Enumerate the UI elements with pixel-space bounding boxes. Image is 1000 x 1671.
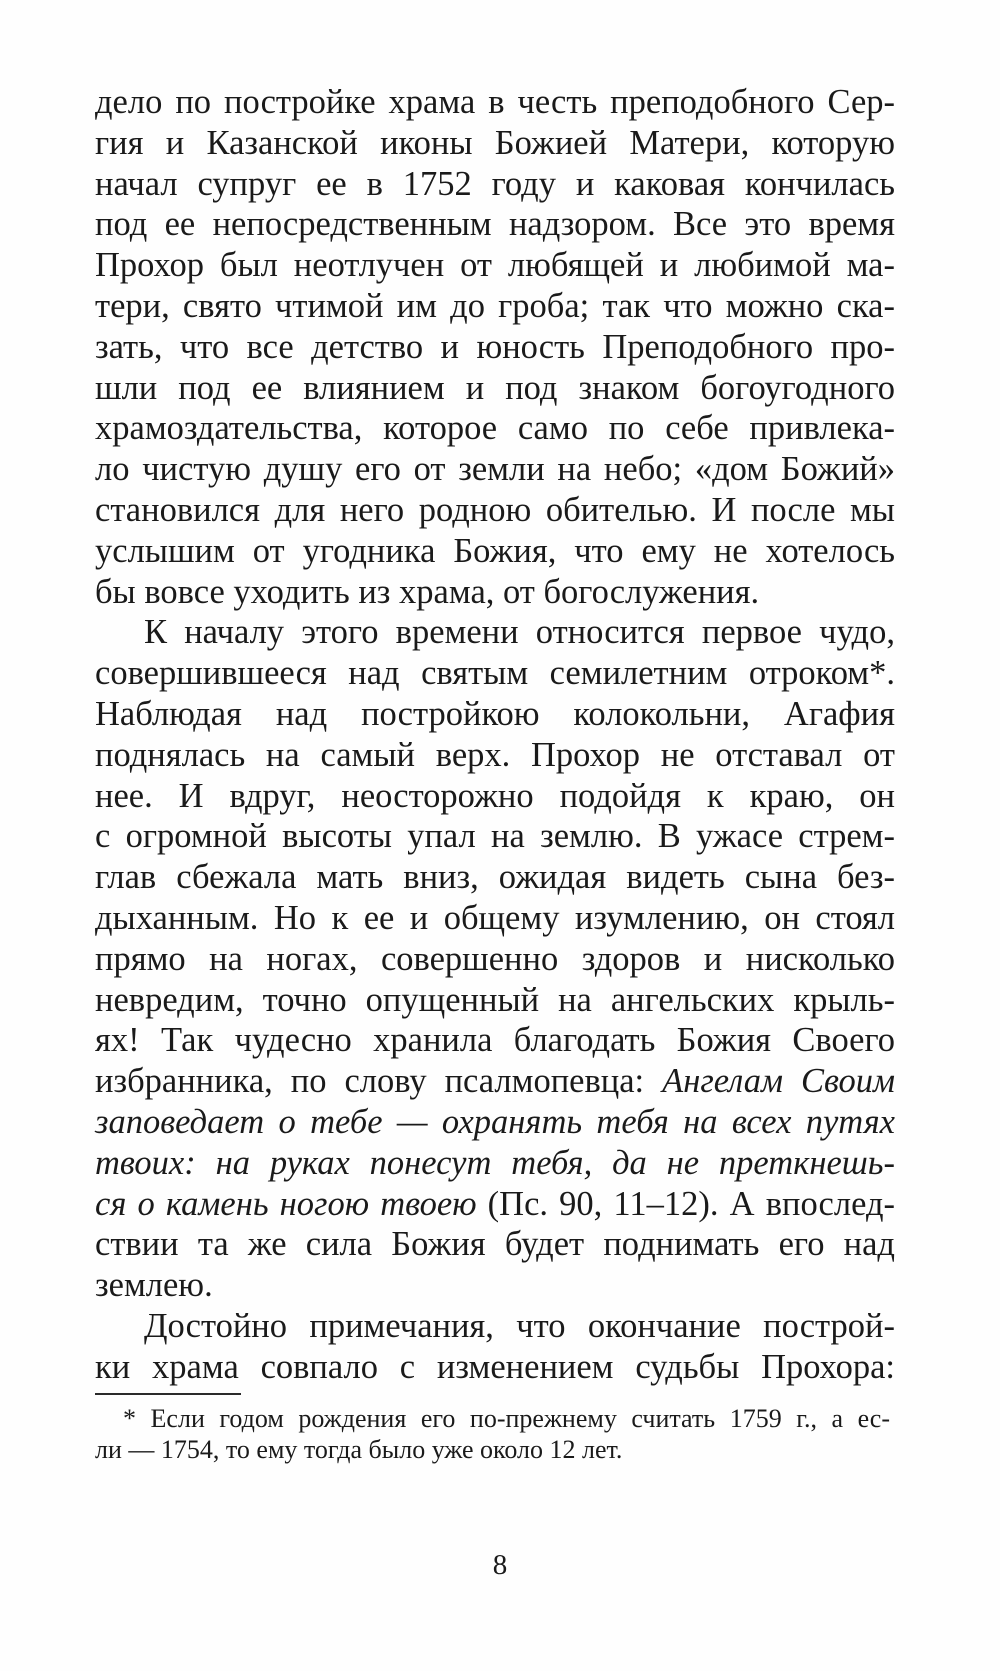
text-line: Достойно примечания, что окончание построй- <box>144 1306 895 1345</box>
text-line: Прохор был неотлучен от любящей и любимой ма- <box>95 246 895 285</box>
paragraph-1 <box>95 82 895 612</box>
text-line: ло чистую душу его от земли на небо; «дом Божий» <box>95 450 895 489</box>
paragraph-3 <box>95 1306 895 1388</box>
footnote-line: * Если годом рождения его по-прежнему считать 1759 г., а ес- <box>123 1404 890 1433</box>
text-line: ях! Так чудесно хранила благодать Божия Своего <box>95 1021 895 1060</box>
text-line: Наблюдая над постройкою колокольни, Агафия <box>95 694 895 733</box>
page-number: 8 <box>492 1549 508 1581</box>
text-line: с огромной высоты упал на землю. В ужасе стрем- <box>95 817 895 856</box>
text-line: храмоздательства, которое само по себе привлека- <box>95 409 895 448</box>
text-line: землею. <box>95 1266 213 1305</box>
text-line: совершившееся над святым семилетним отроком*. <box>95 654 895 693</box>
text-line-mixed <box>95 1184 895 1225</box>
text-line: К началу этого времени относится первое чудо, <box>144 613 895 652</box>
footnote-divider <box>95 1393 241 1395</box>
text-line: гия и Казанской иконы Божией Матери, которую <box>95 123 895 162</box>
text-run: (Пс. 90, 11–12). А впослед- <box>476 1184 895 1223</box>
text-run: избранника, по слову псалмопевца: <box>95 1062 663 1101</box>
text-line-mixed <box>95 1061 895 1102</box>
text-line: глав сбежала мать вниз, ожидая видеть сына без- <box>95 858 895 897</box>
text-line: ки храма совпало с изменением судьбы Прохора: <box>95 1347 895 1386</box>
text-line: шли под ее влиянием и под знаком богоугодного <box>95 368 895 407</box>
text-line: ствии та же сила Божия будет поднимать его над <box>95 1225 895 1264</box>
text-line: услышим от угодника Божия, что ему не хотелось <box>95 531 895 570</box>
text-line: поднялась на самый верх. Прохор не отставал от <box>95 735 895 774</box>
text-line: зать, что все детство и юность Преподобного про- <box>95 327 895 366</box>
text-line: нее. И вдруг, неосторожно подойдя к краю, он <box>95 776 895 815</box>
text-line: дело по постройке храма в честь преподобного Сер- <box>95 83 895 121</box>
text-line: под ее непосредственным надзором. Все это время <box>95 205 895 244</box>
paragraph-2 <box>95 612 895 1306</box>
footnote-line: ли — 1754, то ему тогда было уже около 12 лет. <box>95 1435 623 1464</box>
main-text <box>95 82 895 1388</box>
text-line: прямо на ногах, совершенно здоров и нисколько <box>95 939 895 978</box>
text-line: бы вовсе уходить из храма, от богослужения. <box>95 572 760 611</box>
text-line: начал супруг ее в 1752 году и каковая кончилась <box>95 164 895 203</box>
text-line: становился для него родною обителью. И после мы <box>95 490 895 529</box>
scripture-quote-line: заповедает о тебе — охранять тебя на всех путях <box>95 1102 895 1141</box>
scripture-quote: Ангелам Своим <box>662 1062 895 1101</box>
scripture-quote: ся о камень ногою твоею <box>95 1184 477 1223</box>
footnote <box>95 1403 890 1465</box>
text-line: тери, свято чтимой им до гроба; так что можно ска- <box>95 286 895 325</box>
scripture-quote-line: твоих: на руках понесут тебя, да не преткнешь- <box>95 1143 895 1182</box>
text-line: невредим, точно опущенный на ангельских крыль- <box>95 980 895 1019</box>
text-line: дыханным. Но к ее и общему изумлению, он стоял <box>95 898 895 937</box>
